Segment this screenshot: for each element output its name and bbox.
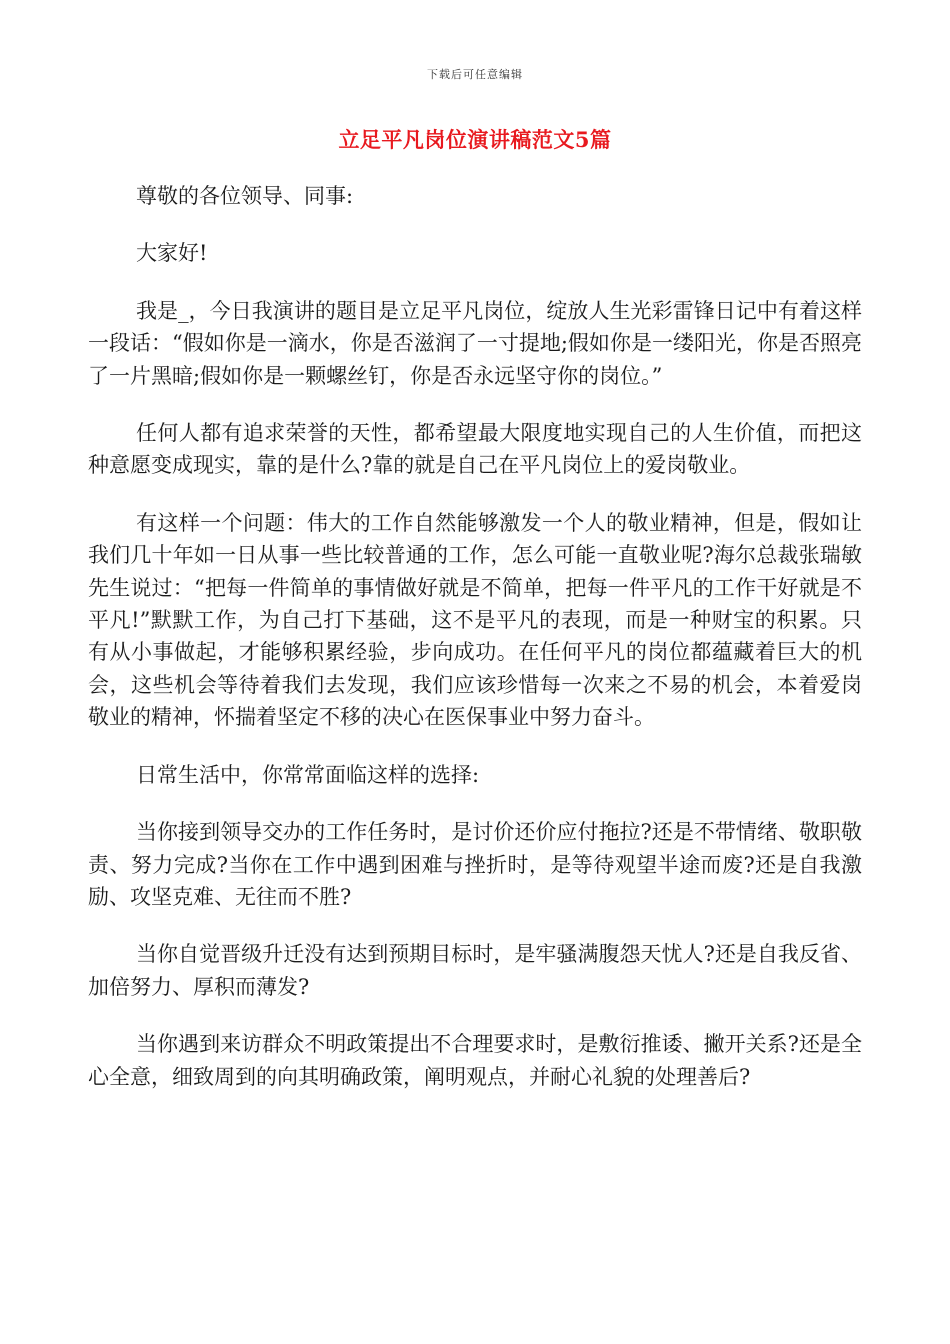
paragraph: 日常生活中，你常常面临这样的选择: (136, 762, 480, 787)
document-title: 立足平凡岗位演讲稿范文5篇 (338, 127, 612, 152)
paragraph: 当你自觉晋级升迁没有达到预期目标时，是牢骚满腹怨天忧人?还是自我反省、加倍努力、厚积而薄发? (88, 942, 862, 999)
paragraph: 当你接到领导交办的工作任务时，是讨价还价应付拖拉?还是不带情绪、敬职敬责、努力完成?当你在工作中遇到困难与挫折时，是等待观望半途而废?还是自我激励、攻坚克难、无往而不胜? (88, 820, 862, 909)
document-body (88, 180, 862, 1118)
paragraph-greeting: 大家好! (136, 241, 208, 266)
paragraph: 任何人都有追求荣誉的天性，都希望最大限度地实现自己的人生价值，而把这种意愿变成现实，靠的是什么?靠的就是自己在平凡岗位上的爱岗敬业。 (88, 421, 862, 478)
paragraph: 当你遇到来访群众不明政策提出不合理要求时，是敷衍推诿、撇开关系?还是全心全意，细致周到的向其明确政策，阐明观点，并耐心礼貌的处理善后? (88, 1032, 862, 1089)
paragraph-salutation: 尊敬的各位领导、同事: (136, 184, 354, 208)
paragraph: 我是_，今日我演讲的题目是立足平凡岗位，绽放人生光彩雷锋日记中有着这样一段话：“假如你是一滴水，你是否滋润了一寸提地;假如你是一缕阳光，你是否照亮了一片黑暗;假如你是一颗螺丝钉，你是否永远坚守你的岗位。” (88, 298, 862, 388)
paragraph: 有这样一个问题：伟大的工作自然能够激发一个人的敬业精神，但是，假如让我们几十年如一日从事一些比较普通的工作，怎么可能一直敬业呢?海尔总裁张瑞敏先生说过：“把每一件简单的事情做好就是不简单，把每一件平凡的工作干好就是不平凡!”默默工作，为自己打下基础，这不是平凡的表现，而是一种财宝的积累。只有从小事做起，才能够积累经验，步向成功。在任何平凡的岗位都蕴藏着巨大的机会，这些机会等待着我们去发现，我们应该珍惜每一次来之不易的机会，本着爱岗敬业的精神，怀揣着坚定不移的决心在医保事业中努力奋斗。 (88, 510, 862, 730)
header-note: 下载后可任意编辑 (427, 68, 523, 81)
